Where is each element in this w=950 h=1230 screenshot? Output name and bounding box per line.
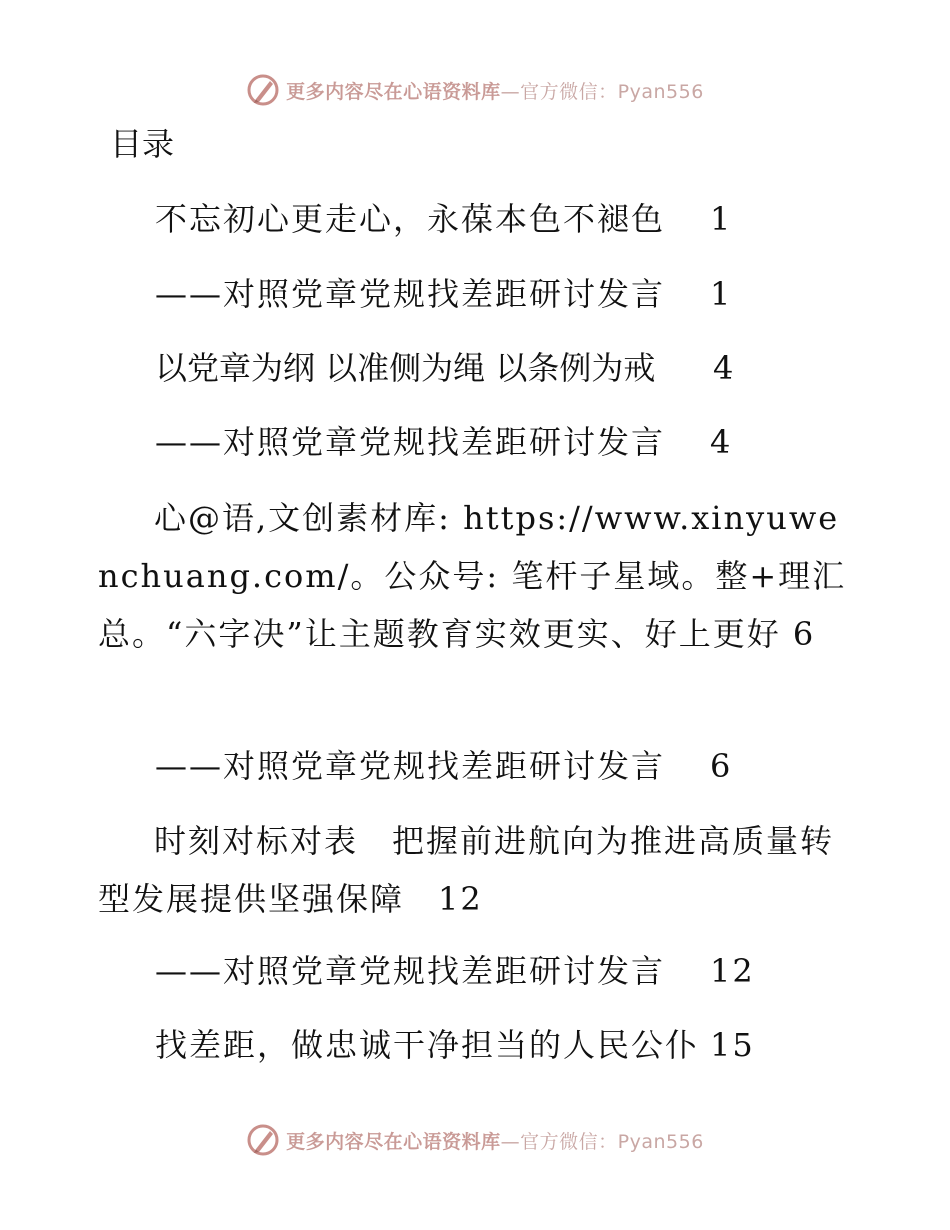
toc-entry-page: 4	[713, 349, 736, 387]
toc-title: 目录	[110, 125, 175, 163]
toc-entry[interactable]	[155, 272, 733, 316]
toc-entry-page: 15	[710, 1026, 755, 1064]
toc-entry-title: 以党章为纲 以准侧为绳 以条例为戒	[155, 349, 656, 387]
footer-watermark	[0, 1120, 950, 1160]
pen-logo-icon	[246, 73, 280, 107]
header-watermark	[0, 70, 950, 110]
toc-entry-page: 6	[710, 747, 733, 785]
toc-entry[interactable]	[155, 420, 733, 464]
toc-entry[interactable]	[98, 489, 858, 663]
toc-entry-title: ——对照党章党规找差距研讨发言	[155, 952, 666, 990]
toc-entry[interactable]	[155, 1023, 755, 1067]
toc-entry[interactable]	[155, 346, 736, 390]
toc-entry-page: 4	[710, 423, 733, 461]
toc-entry[interactable]	[98, 812, 858, 928]
toc-entry-title: ——对照党章党规找差距研讨发言	[155, 275, 666, 313]
toc-entry[interactable]	[155, 949, 755, 993]
watermark-text: 更多内容尽在心语资料库—官方微信：Pyan556	[286, 80, 704, 103]
toc-entry[interactable]	[155, 744, 733, 788]
watermark-text: 更多内容尽在心语资料库—官方微信：Pyan556	[286, 1130, 704, 1153]
toc-entry[interactable]	[155, 197, 733, 241]
toc-entry-page: 12	[710, 952, 755, 990]
toc-entry-title: 时刻对标对表 把握前进航向为推进高质量转型发展提供坚强保障 12	[98, 822, 835, 918]
toc-entry-title: 找差距，做忠诚干净担当的人民公仆	[155, 1026, 700, 1064]
toc-entry-page: 1	[710, 275, 733, 313]
pen-logo-icon	[246, 1123, 280, 1157]
toc-entry-title: 不忘初心更走心，永葆本色不褪色	[155, 200, 666, 238]
toc-entry-page: 1	[710, 200, 733, 238]
toc-entry-title: ——对照党章党规找差距研讨发言	[155, 747, 666, 785]
toc-entry-title: 心@语,文创素材库: https://www.xinyuwenchuang.com/。公众号: 笔杆子星域。整+理汇总。“六字决”让主题教育实效更实、好上更好 6	[98, 499, 847, 653]
toc-entry-title: ——对照党章党规找差距研讨发言	[155, 423, 666, 461]
